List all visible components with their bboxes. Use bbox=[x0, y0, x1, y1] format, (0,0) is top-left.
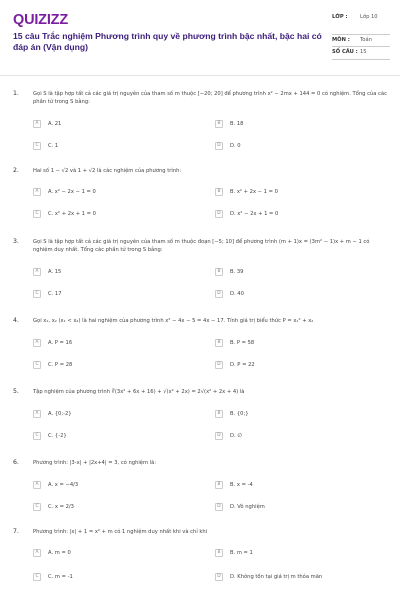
option-text: C. 17 bbox=[48, 290, 62, 297]
option-text: B. P = 58 bbox=[230, 339, 255, 346]
option-letter-badge: D bbox=[215, 290, 223, 298]
option-text: D. 0 bbox=[230, 142, 241, 149]
option-c[interactable] bbox=[33, 141, 58, 150]
option-letter-badge: D bbox=[215, 210, 223, 218]
option-b[interactable] bbox=[215, 338, 254, 347]
option-letter-badge: A bbox=[33, 268, 41, 276]
option-text: C. x² + 2x + 1 = 0 bbox=[48, 210, 96, 217]
option-text: C. {-2} bbox=[48, 432, 67, 439]
option-letter-badge: B bbox=[215, 549, 223, 557]
option-text: A. m = 0 bbox=[48, 549, 71, 556]
option-letter-badge: C bbox=[33, 361, 41, 369]
option-a[interactable] bbox=[33, 548, 71, 557]
option-a[interactable] bbox=[33, 187, 96, 196]
option-letter-badge: C bbox=[33, 573, 41, 581]
option-text: B. 18 bbox=[230, 120, 244, 127]
option-letter-badge: B bbox=[215, 268, 223, 276]
option-a[interactable] bbox=[33, 267, 61, 276]
option-c[interactable] bbox=[33, 502, 74, 511]
info-row-subject bbox=[332, 35, 390, 47]
info-row-count bbox=[332, 47, 390, 60]
question-number: 6. bbox=[13, 459, 19, 466]
option-b[interactable] bbox=[215, 187, 278, 196]
option-b[interactable] bbox=[215, 119, 243, 128]
option-a[interactable] bbox=[33, 338, 72, 347]
option-text: A. 21 bbox=[48, 120, 62, 127]
option-letter-badge: D bbox=[215, 503, 223, 511]
option-text: A. x = −4/3 bbox=[48, 481, 79, 488]
question-text: Hai số 1 − √2 và 1 + √2 là các nghiệm của phương trình: bbox=[33, 168, 182, 174]
option-text: A. 15 bbox=[48, 268, 62, 275]
document-header bbox=[0, 0, 400, 72]
option-text: D. Vô nghiệm bbox=[230, 503, 265, 510]
option-c[interactable] bbox=[33, 289, 62, 298]
option-text: C. m = -1 bbox=[48, 573, 73, 580]
option-d[interactable] bbox=[215, 431, 242, 440]
option-letter-badge: B bbox=[215, 120, 223, 128]
option-text: B. m = 1 bbox=[230, 549, 253, 556]
option-text: C. x = 2/3 bbox=[48, 503, 74, 510]
question-number: 3. bbox=[13, 238, 19, 245]
option-letter-badge: B bbox=[215, 481, 223, 489]
option-text: A. x² − 2x − 1 = 0 bbox=[48, 188, 96, 195]
info-table bbox=[332, 12, 390, 60]
option-letter-badge: A bbox=[33, 481, 41, 489]
option-text: B. 39 bbox=[230, 268, 244, 275]
info-value: 15 bbox=[360, 49, 367, 55]
header-divider bbox=[0, 75, 400, 76]
option-letter-badge: D bbox=[215, 361, 223, 369]
question-number: 2. bbox=[13, 167, 19, 174]
option-letter-badge: C bbox=[33, 503, 41, 511]
option-a[interactable] bbox=[33, 119, 61, 128]
question-text: Gọi S là tập hợp tất cả các giá trị nguyên của tham số m thuộc [−20; 20] để phương trình x² − 2mx + 144 = 0 có nghiệm. Tổng của các phần tử trong S bằng: bbox=[33, 91, 387, 105]
option-letter-badge: B bbox=[215, 339, 223, 347]
option-d[interactable] bbox=[215, 572, 322, 581]
option-b[interactable] bbox=[215, 548, 253, 557]
option-text: D. 40 bbox=[230, 290, 244, 297]
option-letter-badge: B bbox=[215, 410, 223, 418]
option-letter-badge: C bbox=[33, 290, 41, 298]
option-d[interactable] bbox=[215, 502, 265, 511]
option-letter-badge: C bbox=[33, 210, 41, 218]
option-letter-badge: D bbox=[215, 432, 223, 440]
option-d[interactable] bbox=[215, 141, 241, 150]
option-text: C. 1 bbox=[48, 142, 59, 149]
option-c[interactable] bbox=[33, 360, 72, 369]
next-question-cutoff bbox=[0, 594, 400, 600]
option-text: B. x = -4 bbox=[230, 481, 253, 488]
option-text: B. x² + 2x − 1 = 0 bbox=[230, 188, 278, 195]
question-text: Tập nghiệm của phương trình ∛(3x² + 6x + 16) + √(x² + 2x) = 2√(x² + 2x + 4) là bbox=[33, 389, 245, 395]
option-letter-badge: C bbox=[33, 432, 41, 440]
info-label: SỐ CÂU : bbox=[332, 49, 358, 55]
option-letter-badge: A bbox=[33, 188, 41, 196]
quizizz-logo: QUIZIZZ bbox=[13, 12, 68, 28]
option-letter-badge: A bbox=[33, 410, 41, 418]
option-text: A. {0;-2} bbox=[48, 410, 72, 417]
option-c[interactable] bbox=[33, 209, 96, 218]
info-value: Lớp 10 bbox=[360, 14, 378, 20]
question-text: Gọi S là tập hợp tất cả các giá trị nguyên của tham số m thuộc đoạn [−5; 10] để phương trình (m + 1)x = (3m² − 1)x + m − 1 có nghiệm duy nhất. Tổng các phần tử trong S bằng: bbox=[33, 239, 370, 253]
info-row-grade bbox=[332, 12, 390, 35]
document-title: 15 câu Trắc nghiệm Phương trình quy về phương trình bậc nhất, bậc hai có đáp án (Vận dụng) bbox=[13, 31, 322, 52]
option-text: D. Không tồn tại giá trị m thỏa mãn bbox=[230, 573, 323, 580]
option-text: D. P = 22 bbox=[230, 361, 255, 368]
option-letter-badge: B bbox=[215, 188, 223, 196]
option-text: A. P = 16 bbox=[48, 339, 73, 346]
option-text: D. x² − 2x + 1 = 0 bbox=[230, 210, 279, 217]
question-text: Phương trình: |3-x| + |2x+4| = 3, có nghiệm là: bbox=[33, 460, 157, 466]
option-d[interactable] bbox=[215, 360, 255, 369]
question-number: 7. bbox=[13, 528, 19, 535]
option-letter-badge: D bbox=[215, 573, 223, 581]
question-number: 5. bbox=[13, 388, 19, 395]
option-letter-badge: C bbox=[33, 142, 41, 150]
option-letter-badge: A bbox=[33, 120, 41, 128]
option-c[interactable] bbox=[33, 572, 73, 581]
option-text: C. P = 28 bbox=[48, 361, 73, 368]
question-text: Gọi x₁, x₂ (x₁ < x₂) là hai nghiệm của phương trình x² − 4x − 5 = 4x − 17. Tính giá trị biểu thức P = x₁² + x₂ bbox=[33, 318, 314, 324]
option-letter-badge: A bbox=[33, 549, 41, 557]
info-label: MÔN : bbox=[332, 37, 350, 43]
option-b[interactable] bbox=[215, 480, 253, 489]
question-number: 4. bbox=[13, 317, 19, 324]
option-text: B. {0;} bbox=[230, 410, 249, 417]
option-letter-badge: D bbox=[215, 142, 223, 150]
option-d[interactable] bbox=[215, 289, 244, 298]
option-c[interactable] bbox=[33, 431, 67, 440]
option-b[interactable] bbox=[215, 267, 243, 276]
question-number: 1. bbox=[13, 90, 19, 97]
option-b[interactable] bbox=[215, 409, 249, 418]
option-a[interactable] bbox=[33, 480, 78, 489]
option-letter-badge: A bbox=[33, 339, 41, 347]
info-value: Toán bbox=[360, 37, 372, 43]
info-label: LỚP : bbox=[332, 14, 348, 20]
question-text: Phương trình: |x| + 1 = x² + m có 1 nghiệm duy nhất khi và chỉ khi bbox=[33, 529, 208, 535]
option-a[interactable] bbox=[33, 409, 72, 418]
option-text: D. ∅ bbox=[230, 432, 242, 439]
option-d[interactable] bbox=[215, 209, 278, 218]
